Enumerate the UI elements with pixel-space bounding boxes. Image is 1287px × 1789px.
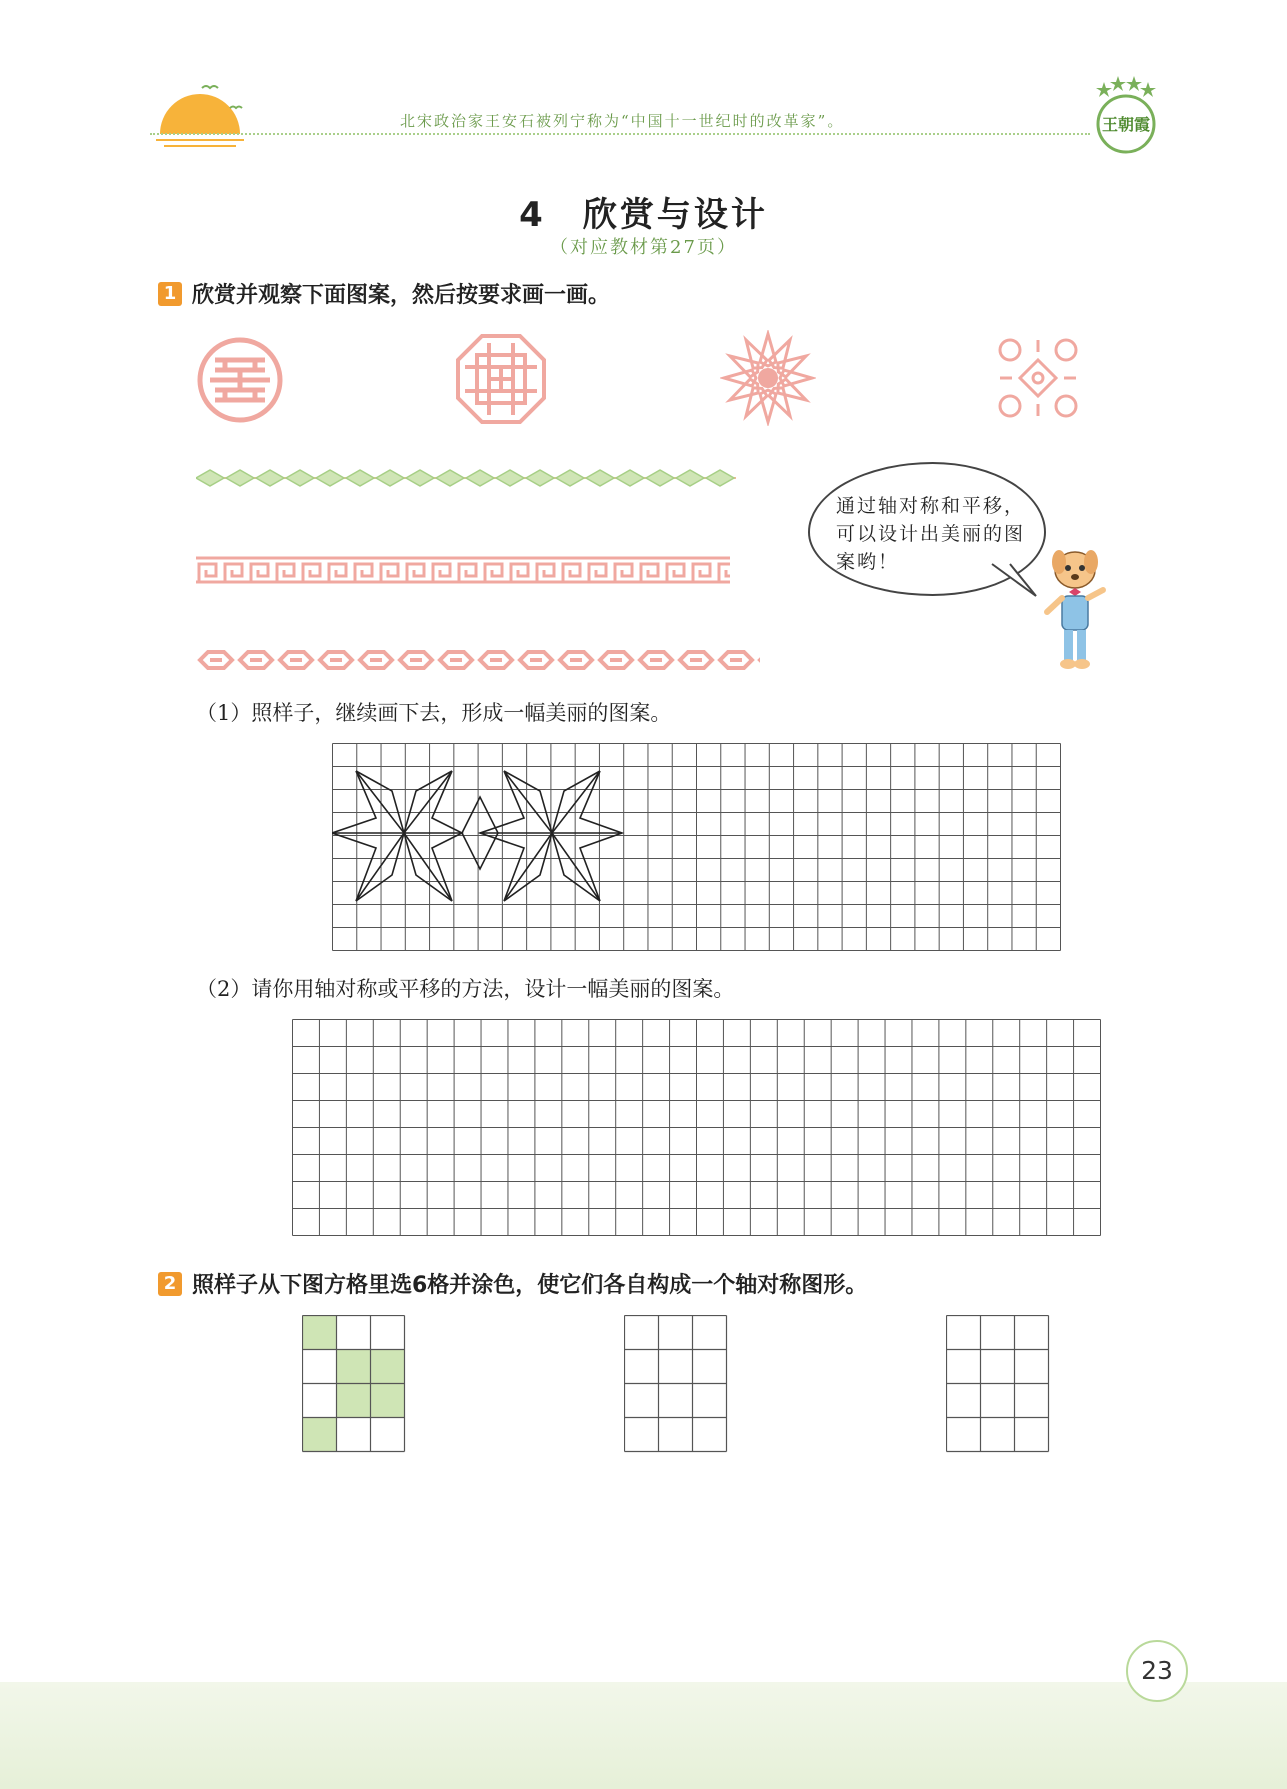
cartoon-dog-icon: [1035, 540, 1115, 675]
question-1-part-2: （2）请你用轴对称或平移的方法，设计一幅美丽的图案。: [196, 977, 735, 1001]
question-2-number: 2: [158, 1272, 182, 1296]
shaded-cell: [303, 1418, 337, 1452]
footer-band: [0, 1682, 1287, 1789]
question-1-number: 1: [158, 282, 182, 306]
answer-grid-3x4-a[interactable]: [624, 1315, 728, 1455]
page-subtitle: （对应教材第27页）: [550, 237, 737, 258]
brand-logo: [1088, 76, 1164, 156]
shaded-cell: [337, 1350, 371, 1384]
question-1-part-1: （1）照样子，继续画下去，形成一幅美丽的图案。: [196, 701, 672, 725]
brand-logo-text: 王朝霞: [1101, 115, 1150, 134]
question-1: [158, 278, 610, 309]
page-title: 4 欣赏与设计: [519, 195, 768, 235]
example-grid-3x4: [302, 1315, 406, 1455]
drawing-grid-1[interactable]: [332, 743, 1062, 953]
question-1-text: 欣赏并观察下面图案，然后按要求画一画。: [192, 283, 611, 308]
medallion-shou-pattern: [195, 335, 285, 425]
header-quote: 北宋政治家王安石被列宁称为“中国十一世纪时的改革家”。: [400, 112, 845, 130]
page-number: 23: [1126, 1640, 1188, 1702]
diamond-border-strip: [196, 466, 736, 490]
medallion-flower: [720, 330, 816, 426]
speech-bubble-text: 通过轴对称和平移，可以设计出美丽的图案哟！: [836, 495, 1026, 573]
shaded-cell: [371, 1384, 405, 1418]
question-2-text: 照样子从下图方格里选6格并涂色，使它们各自构成一个轴对称图形。: [192, 1273, 868, 1298]
shaded-cell: [337, 1384, 371, 1418]
cross-border-strip: [196, 648, 760, 672]
question-2: [158, 1268, 867, 1299]
key-fret-border-strip: [196, 554, 730, 586]
header-divider: [150, 133, 1090, 135]
answer-grid-3x4-b[interactable]: [946, 1315, 1050, 1455]
medallion-lattice-octagon: [455, 333, 547, 425]
sunset-icon: [150, 78, 250, 150]
shaded-cell: [303, 1316, 337, 1350]
medallion-scroll: [990, 330, 1086, 426]
shaded-cell: [371, 1350, 405, 1384]
drawing-grid-2[interactable]: [292, 1019, 1102, 1237]
